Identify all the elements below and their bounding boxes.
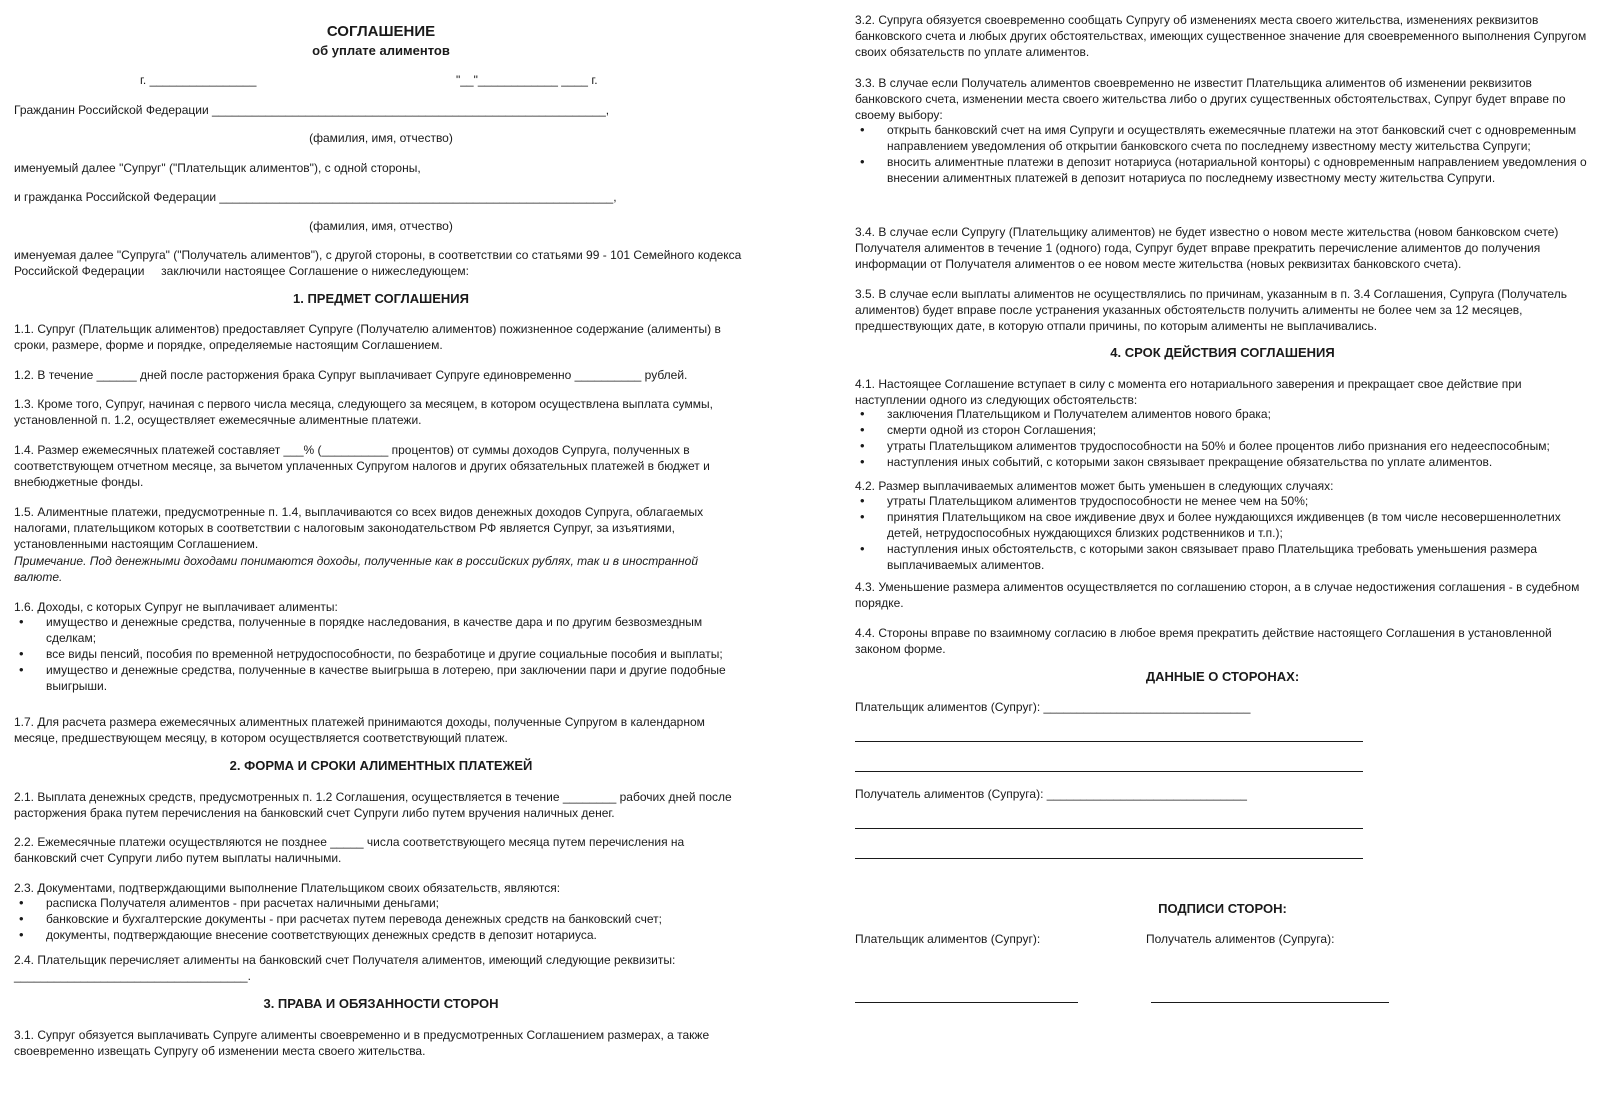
payer-data-line (855, 741, 1363, 742)
clause-1-4: 1.4. Размер ежемесячных платежей составляет ___% (__________ процентов) от суммы доходов Супруга, полученных в соответствующем отчетном месяце, за вычетом уплаченных Супругом налогов и других обязательных платежей в бюджет и внебюджетные фонды. (14, 443, 714, 489)
list-item: • имущество и денежные средства, полученные в порядке наследования, в качестве дара и по другим безвозмездным сделкам; (14, 614, 748, 646)
list-item: • имущество и денежные средства, полученные в качестве выигрыша в лотерею, при заключении пари и другие подобные выигрыши. (14, 662, 748, 694)
section-4-heading: 4. СРОК ДЕЙСТВИЯ СОГЛАШЕНИЯ (1110, 345, 1335, 360)
clause-3-1: 3.1. Супруг обязуется выплачивать Супруге алименты своевременно и в предусмотренных Соглашением размерах, а также своевременно извещать Супругу об изменении места своего жительства. (14, 1028, 713, 1058)
parties-data-heading: ДАННЫЕ О СТОРОНАХ: (1145, 669, 1300, 684)
list-item: • банковские и бухгалтерские документы - при расчетах путем перевода денежных средств на банковский счет; (14, 911, 748, 927)
wife-line: и гражданка Российской Федерации ___________________________________________________________, (14, 190, 617, 204)
payer-signature-line (855, 1002, 1078, 1003)
clause-1-6-list (14, 614, 748, 694)
list-item: • смерти одной из сторон Соглашения; (855, 422, 1590, 438)
clause-2-1: 2.1. Выплата денежных средств, предусмотренных п. 1.2 Соглашения, осуществляется в течение ________ рабочих дней после расторжения брака путем перечисления на банковский счет Супруги либо путем вручения наличных денег. (14, 790, 736, 820)
recipient-data-label: Получатель алиментов (Супруга): ______________________________ (855, 787, 1247, 801)
clause-4-1-list (855, 406, 1590, 470)
list-item: • принятия Плательщиком на свое иждивение двух и более нуждающихся иждивенцев (в том числе несовершеннолетних детей, нетрудоспособных нуждающихся близких родственников и т.п.); (855, 509, 1590, 541)
fio-hint-husband: (фамилия, имя, отчество) (309, 131, 453, 145)
recipient-data-line (855, 858, 1363, 859)
clause-2-2: 2.2. Ежемесячные платежи осуществляются не позднее _____ числа соответствующего месяца путем перечисления на банковский счет Супруги либо путем выплаты наличными. (14, 835, 688, 865)
list-item: • утраты Плательщиком алиментов трудоспособности на 50% и более процентов либо признания его недееспособным; (855, 438, 1590, 454)
clause-1-5-note: Примечание. Под денежными доходами понимаются доходы, полученные как в российских рублях, так и в иностранной валюте. (14, 554, 702, 584)
list-item: • наступления иных обстоятельств, с которыми закон связывает право Плательщика требовать уменьшения размера выплачиваемых алиментов. (855, 541, 1590, 573)
payer-signature-label: Плательщик алиментов (Супруг): (855, 932, 1041, 946)
clause-2-4: 2.4. Плательщик перечисляет алименты на банковский счет Получателя алиментов, имеющий следующие реквизиты: ___________________________________. (14, 953, 679, 983)
document-title: СОГЛАШЕНИЕ (326, 23, 436, 40)
payer-data-line (855, 771, 1363, 772)
clause-4-2: 4.2. Размер выплачиваемых алиментов может быть уменьшен в следующих случаях: (855, 479, 1334, 493)
clause-3-3: 3.3. В случае если Получатель алиментов своевременно не известит Плательщика алиментов об изменении реквизитов банковского счета, изменении места своего жительства либо о других существенных обстоятельствах, Супруг будет вправе по своему выбору: (855, 76, 1569, 122)
fio-hint-wife: (фамилия, имя, отчество) (309, 219, 453, 233)
clause-1-1: 1.1. Супруг (Плательщик алиментов) предоставляет Супруге (Получателю алиментов) пожизненное содержание (алименты) в сроки, размере, форме и порядке, определяемые настоящим Соглашением. (14, 322, 725, 352)
list-item: • расписка Получателя алиментов - при расчетах наличными деньгами; (14, 895, 748, 911)
clause-3-4: 3.4. В случае если Супругу (Плательщику алиментов) не будет известно о новом месте жительства (новом банковском счете) Получателя алиментов в течение 1 (одного) года, Супруг будет вправе прекратить перечисление алиментов до получения информации от Получателя алиментов о ее новом месте жительства (новых реквизитах банковского счета). (855, 225, 1562, 271)
date-field: "__"____________ ____ г. (456, 73, 598, 87)
wife-named: именуемая далее "Супруга" ("Получатель алиментов"), с другой стороны, в соответствии со статьями 99 - 101 Семейного кодекса Российской Федерации заключили настоящее Соглашение о нижеследующем: (14, 248, 745, 278)
signatures-heading: ПОДПИСИ СТОРОН: (1158, 901, 1287, 916)
clause-2-3-list (14, 895, 748, 943)
clause-4-3: 4.3. Уменьшение размера алиментов осуществляется по соглашению сторон, а в случае недостижения соглашения - в судебном порядке. (855, 580, 1583, 610)
list-item: • наступления иных событий, с которыми закон связывает прекращение обязательства по уплате алиментов. (855, 454, 1590, 470)
clause-4-4: 4.4. Стороны вправе по взаимному согласию в любое время прекратить действие настоящего Соглашения в установленной законом форме. (855, 626, 1556, 656)
husband-line: Гражданин Российской Федерации ___________________________________________________________, (14, 103, 610, 117)
clause-3-5: 3.5. В случае если выплаты алиментов не осуществлялись по причинам, указанным в п. 3.4 Соглашения, Супруга (Получатель алиментов) будет вправе после устранения указанных обстоятельств получить алименты не более чем за 12 месяцев, предшествующих дате, в которую отпали причины, по которым алименты не выплачивались. (855, 287, 1571, 333)
payer-data-label: Плательщик алиментов (Супруг): _______________________________ (855, 700, 1251, 714)
clause-2-3: 2.3. Документами, подтверждающими выполнение Плательщиком своих обязательств, являются: (14, 881, 561, 895)
list-item: • все виды пенсий, пособия по временной нетрудоспособности, по безработице и другие социальные пособия и выплаты; (14, 646, 748, 662)
clause-1-6: 1.6. Доходы, с которых Супруг не выплачивает алименты: (14, 600, 338, 614)
clause-1-3: 1.3. Кроме того, Супруг, начиная с первого числа месяца, следующего за месяцем, в котором осуществлена выплата суммы, установленной п. 1.2, осуществляет ежемесячные алиментные платежи. (14, 397, 717, 427)
husband-named: именуемый далее "Супруг" ("Плательщик алиментов"), с одной стороны, (14, 161, 421, 175)
section-1-heading: 1. ПРЕДМЕТ СОГЛАШЕНИЯ (293, 291, 469, 306)
city-field: г. ________________ (140, 73, 257, 87)
document-subtitle: об уплате алиментов (312, 43, 450, 58)
list-item: • утраты Плательщиком алиментов трудоспособности не менее чем на 50%; (855, 493, 1590, 509)
recipient-signature-label: Получатель алиментов (Супруга): (1146, 932, 1335, 946)
recipient-data-line (855, 828, 1363, 829)
list-item: • документы, подтверждающие внесение соответствующих денежных средств в депозит нотариуса. (14, 927, 748, 943)
clause-1-5: 1.5. Алиментные платежи, предусмотренные п. 1.4, выплачиваются со всех видов денежных доходов Супруга, облагаемых налогами, плательщиком которых в соответствии с налоговым законодательством РФ является Супруг, за изъятиями, установленными настоящим Соглашением. (14, 505, 707, 551)
section-3-heading: 3. ПРАВА И ОБЯЗАННОСТИ СТОРОН (263, 996, 499, 1011)
clause-1-7: 1.7. Для расчета размера ежемесячных алиментных платежей принимаются доходы, полученные Супругом в календарном месяце, предшествующем месяцу, в котором осуществляется соответствующий платеж. (14, 715, 709, 745)
clause-3-2: 3.2. Супруга обязуется своевременно сообщать Супругу об изменениях места своего жительства, изменениях реквизитов банковского счета и любых других обстоятельствах, имеющих существенное значение для своевременного выполнения Супругом своих обязательств по уплате алиментов. (855, 13, 1590, 59)
clause-4-1: 4.1. Настоящее Соглашение вступает в силу с момента его нотариального заверения и прекращает свое действие при наступлении одного из следующих обстоятельств: (855, 377, 1525, 407)
section-2-heading: 2. ФОРМА И СРОКИ АЛИМЕНТНЫХ ПЛАТЕЖЕЙ (229, 758, 533, 773)
clause-3-3-list (855, 122, 1590, 186)
list-item: • открыть банковский счет на имя Супруги и осуществлять ежемесячные платежи на этот банковский счет с одновременным направлением уведомления об открытии банковского счета по последнему известному месту жительства Супруги; (855, 122, 1590, 154)
clause-1-2: 1.2. В течение ______ дней после расторжения брака Супруг выплачивает Супруге единовременно __________ рублей. (14, 368, 688, 382)
clause-4-2-list (855, 493, 1590, 573)
recipient-signature-line (1151, 1002, 1389, 1003)
list-item: • вносить алиментные платежи в депозит нотариуса (нотариальной конторы) с одновременным направлением уведомления о внесении алиментных платежей в депозит нотариуса по последнему известному месту жительства Супруги. (855, 154, 1590, 186)
list-item: • заключения Плательщиком и Получателем алиментов нового брака; (855, 406, 1590, 422)
